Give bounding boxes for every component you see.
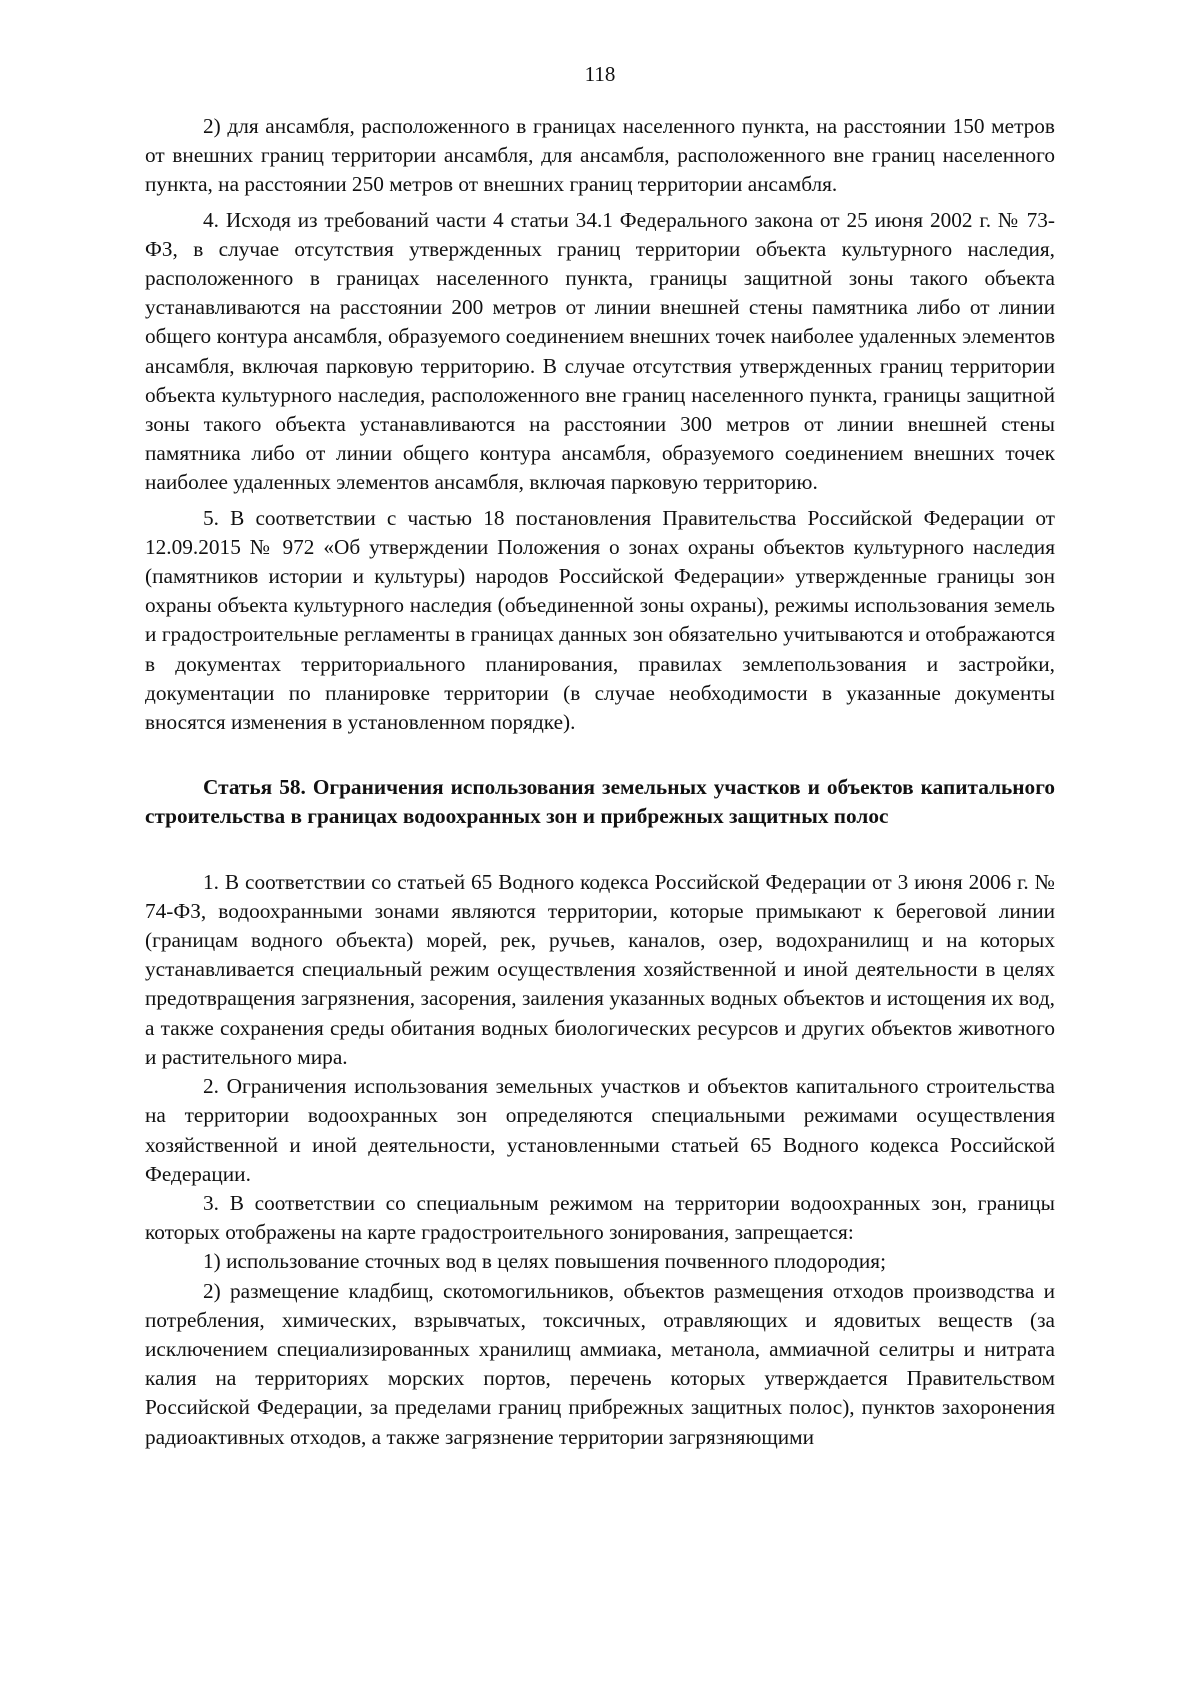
- paragraph-article58-item-3: 3. В соответствии со специальным режимом на территории водоохранных зон, границы которых отображены на карте градостроительного зонирования, запрещается:: [145, 1190, 1055, 1245]
- paragraph-ensemble-distance: 2) для ансамбля, расположенного в границах населенного пункта, на расстоянии 150 метров от внешних границ территории ансамбля, для ансамбля, расположенного вне границ населенного пункта, на расстоянии 250 метров от внешних границ территории ансамбля.: [145, 114, 1055, 197]
- paragraph-subitem-2: 2) размещение кладбищ, скотомогильников, объектов размещения отходов производства и потребления, химических, взрывчатых, токсичных, отравляющих и ядовитых веществ (за исключением специализированных хранилищ аммиака, метанола, аммиачной селитры и нитрата калия на территориях морских портов, перечень которых утверждается Правительством Российской Федерации, за пределами границ прибрежных защитных полос), пунктов захоронения радиоактивных отходов, а также загрязнение территории загрязняющими: [145, 1278, 1055, 1449]
- document-body: [145, 112, 1055, 1452]
- paragraph-article58-item-2: 2. Ограничения использования земельных участков и объектов капитального строительства на территории водоохранных зон определяются специальными режимами осуществления хозяйственной и иной деятельности, установленными статьей 65 Водного кодекса Российской Федерации.: [145, 1074, 1055, 1186]
- page-number: 118: [584, 62, 616, 86]
- paragraph-article58-item-1: 1. В соответствии со статьей 65 Водного кодекса Российской Федерации от 3 июня 2006 г. № 74-ФЗ, водоохранными зонами являются территории, которые примыкают к береговой линии (границам водного объекта) морей, рек, ручьев, каналов, озер, водохранилищ и на которых устанавливается специальный режим осуществления хозяйственной и иной деятельности в целях предотвращения загрязнения, засорения, заиления указанных водных объектов и истощения их вод, а также сохранения среды обитания водных биологических ресурсов и других объектов животного и растительного мира.: [145, 869, 1055, 1069]
- paragraph-item-5: 5. В соответствии с частью 18 постановления Правительства Российской Федерации от 12.09.2015 № 972 «Об утверждении Положения о зонах охраны объектов культурного наследия (памятников истории и культуры) народов Российской Федерации» утвержденные границы зон охраны объекта культурного наследия (объединенной зоны охраны), режимы использования земель и градостроительные регламенты в границах данных зон обязательно учитываются и отображаются в документах территориального планирования, правилах землепользования и застройки, документации по планировке территории (в случае необходимости в указанные документы вносятся изменения в установленном порядке).: [145, 505, 1055, 735]
- article-heading: Статья 58. Ограничения использования земельных участков и объектов капитального строительства в границах водоохранных зон и прибрежных защитных полос: [145, 775, 1055, 829]
- paragraph-item-4: 4. Исходя из требований части 4 статьи 34.1 Федерального закона от 25 июня 2002 г. № 73-ФЗ, в случае отсутствия утвержденных границ территории объекта культурного наследия, расположенного в границах населенного пункта, границы защитной зоны такого объекта устанавливаются на расстоянии 200 метров от линии внешней стены памятника либо от линии общего контура ансамбля, образуемого соединением внешних точек наиболее удаленных элементов ансамбля, включая парковую территорию. В случае отсутствия утвержденных границ территории объекта культурного наследия, расположенного вне границ населенного пункта, границы защитной зоны такого объекта устанавливаются на расстоянии 300 метров от линии внешней стены памятника либо от линии общего контура ансамбля, образуемого соединением внешних точек наиболее удаленных элементов ансамбля, включая парковую территорию.: [145, 207, 1055, 495]
- paragraph-subitem-1: 1) использование сточных вод в целях повышения почвенного плодородия;: [203, 1249, 887, 1274]
